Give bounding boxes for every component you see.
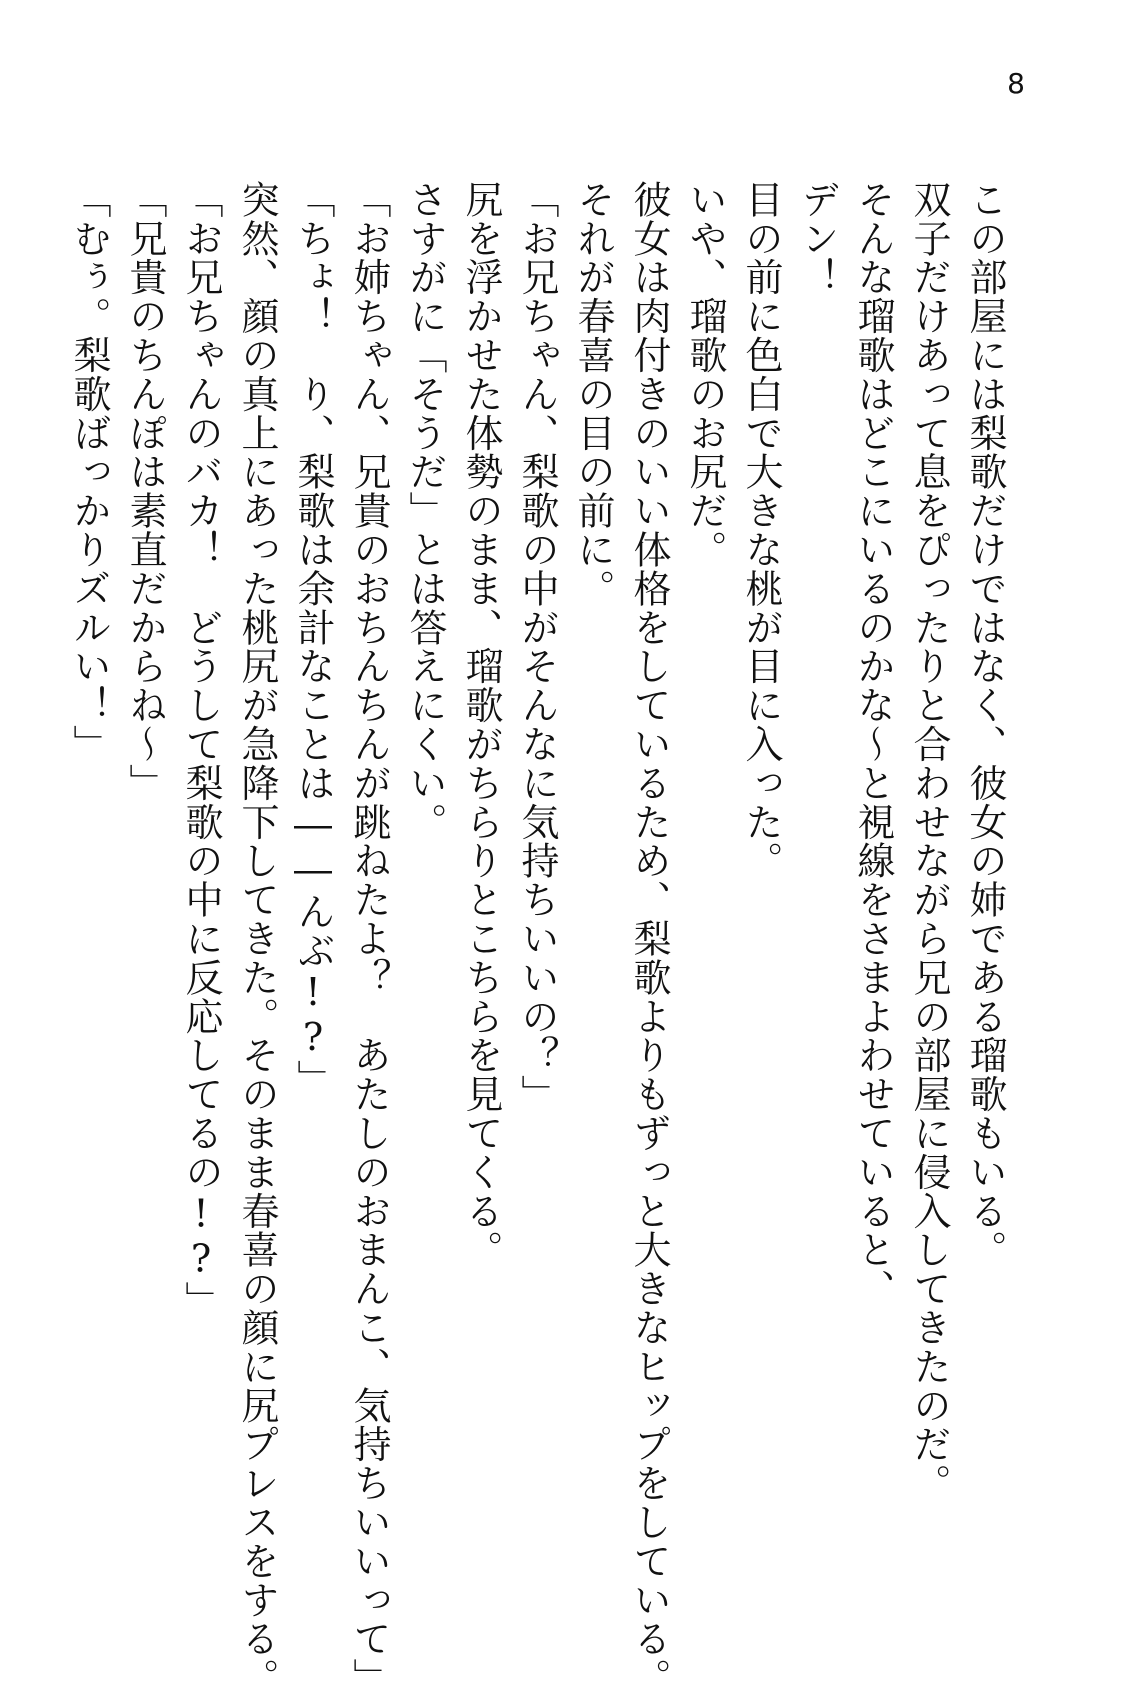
page-number: 8 bbox=[1007, 67, 1025, 100]
text-line: この部屋には梨歌だけではなく、彼女の姉である瑠歌もいる。 bbox=[963, 180, 1007, 1270]
text-line: そんな瑠歌はどこにいるのかな〜と視線をさまよわせていると、 bbox=[851, 180, 895, 1309]
text-line: 「ちょ！ り、梨歌は余計なことは――んぶ!?」 bbox=[291, 180, 335, 1099]
text-line: 双子だけあって息をぴったりと合わせながら兄の部屋に侵入してきたのだ。 bbox=[907, 180, 951, 1503]
text-line: 目の前に色白で大きな桃が目に入った。 bbox=[739, 180, 783, 881]
text-line: 「むぅ。梨歌ばっかりズルい！」 bbox=[67, 180, 111, 764]
text-line: 「お姉ちゃん、兄貴のおちんちんが跳ねたよ？ あたしのおまんこ、気持ちいいって」 bbox=[347, 180, 391, 1698]
text-line: さすがに「そうだ」とは答えにくい。 bbox=[403, 180, 447, 842]
text-line: 尻を浮かせた体勢のまま、瑠歌がちらりとこちらを見てくる。 bbox=[459, 180, 503, 1270]
text-line: 「お兄ちゃん、梨歌の中がそんなに気持ちいいの？」 bbox=[515, 180, 559, 1114]
novel-text-column bbox=[67, 180, 1013, 1698]
text-line: 彼女は肉付きのいい体格をしているため、梨歌よりもずっと大きなヒップをしている。 bbox=[627, 180, 671, 1698]
text-line: 「兄貴のちんぽは素直だからね〜」 bbox=[123, 180, 167, 803]
text-line: 突然、顔の真上にあった桃尻が急降下してきた。そのまま春喜の顔に尻プレスをする。 bbox=[235, 180, 279, 1698]
text-line: いや、瑠歌のお尻だ。 bbox=[683, 180, 727, 569]
text-line: それが春喜の目の前に。 bbox=[571, 180, 615, 608]
text-line: デン！ bbox=[795, 180, 839, 297]
text-line: 「お兄ちゃんのバカ！ どうして梨歌の中に反応してるの!?」 bbox=[179, 180, 223, 1321]
